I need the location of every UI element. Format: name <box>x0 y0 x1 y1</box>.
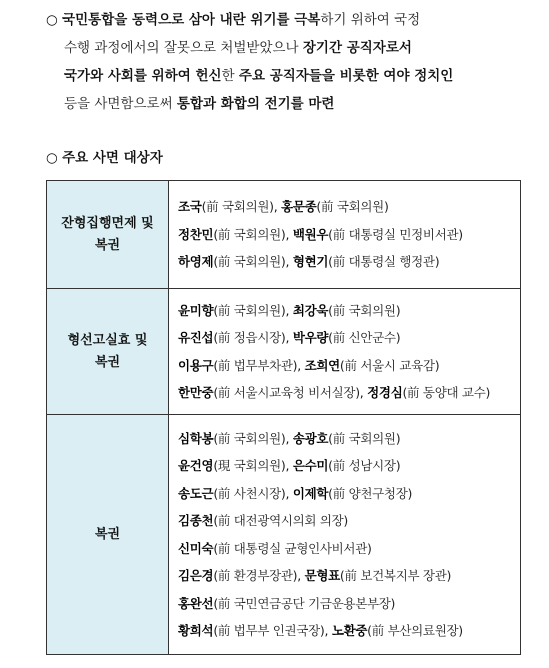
person-role: (前 대통령실 민정비서관) <box>328 226 463 242</box>
person-name: 문형표 <box>304 568 340 583</box>
name-line: 송도근(前 사천시장), 이제학(前 양천구청장) <box>178 485 413 501</box>
name-line: 조국(前 국회의원), 홍문종(前 국회의원) <box>178 199 389 215</box>
person-name: 김은경 <box>178 568 214 583</box>
table-row <box>47 181 521 289</box>
category-cell <box>47 181 169 289</box>
person-name: 정경심 <box>367 385 403 400</box>
person-role: (前 대통령실 행정관) <box>328 254 440 270</box>
name-line: 한만중(前 서울시교육청 비서실장), 정경심(前 동양대 교수) <box>178 385 491 400</box>
person-role: (前 법무부차관) <box>213 357 298 373</box>
person-role: (前 신안군수) <box>328 330 401 345</box>
section-heading <box>46 146 163 170</box>
person-name: 형현기 <box>292 254 329 270</box>
person-role: (前 부산의료원장) <box>367 623 463 638</box>
person-role: (前 국회의원) <box>316 199 389 215</box>
person-name: 백원우 <box>292 226 329 242</box>
person-role: (前 환경부장관) <box>213 568 298 583</box>
intro-paragraph <box>46 6 546 118</box>
name-line: 하영제(前 국회의원), 형현기(前 대통령실 행정관) <box>178 254 440 270</box>
intro-line <box>46 6 546 34</box>
name-line: 황희석(前 법무부 인권국장), 노환중(前 부산의료원장) <box>178 623 463 638</box>
person-name: 하영제 <box>178 254 214 270</box>
category-cell <box>47 415 169 655</box>
intro-text: 한 <box>221 68 239 84</box>
person-role: (前 국민연금공단 기금운용본부장) <box>213 595 396 611</box>
person-name: 조희연 <box>304 357 340 373</box>
category-label: 복권 <box>94 354 121 370</box>
intro-emphasis: 국가와 사회를 위하여 헌신 <box>64 68 222 84</box>
category-label: 복권 <box>94 526 121 542</box>
name-line: 심학봉(前 국회의원), 송광호(前 국회의원) <box>178 430 401 446</box>
person-role: (前 국회의원) <box>213 430 286 446</box>
name-line: 김은경(前 환경부장관), 문형표(前 보건복지부 장관) <box>178 568 452 583</box>
names-cell <box>169 181 521 289</box>
category-cell <box>47 289 169 415</box>
person-name: 윤미향 <box>178 302 214 318</box>
person-name: 박우량 <box>292 330 329 345</box>
person-name: 홍문종 <box>281 199 317 215</box>
person-role: (現 국회의원) <box>213 458 286 473</box>
person-role: (前 국회의원) <box>213 302 286 318</box>
intro-line <box>46 62 546 90</box>
person-name: 송광호 <box>292 430 329 446</box>
person-name: 이제학 <box>292 485 329 501</box>
name-line <box>178 535 520 563</box>
person-name: 최강욱 <box>292 302 329 318</box>
person-role: (前 국회의원) <box>328 302 401 318</box>
names-cell <box>169 415 521 655</box>
person-role: (前 서울시 교육감) <box>339 357 440 373</box>
person-name: 한만중 <box>178 385 214 400</box>
person-role: (前 정읍시장) <box>213 330 286 345</box>
intro-emphasis: 통합과 화합의 전기를 마련 <box>176 96 335 112</box>
person-name: 노환중 <box>331 623 368 638</box>
category-label: 잔형집행면제 및 <box>61 215 154 231</box>
table-row <box>47 289 521 415</box>
name-line: 유진섭(前 정읍시장), 박우량(前 신안군수) <box>178 330 401 345</box>
person-role: (前 성남시장) <box>328 458 401 473</box>
person-name: 정찬민 <box>178 226 214 242</box>
person-role: (前 양천구청장) <box>328 485 413 501</box>
person-name: 송도근 <box>178 485 214 501</box>
intro-line <box>46 34 546 62</box>
person-role: (前 보건복지부 장관) <box>339 568 452 583</box>
person-name: 은수미 <box>292 458 329 473</box>
name-line <box>178 507 520 535</box>
person-role: (前 국회의원) <box>213 226 286 242</box>
intro-emphasis: 주요 공직자들을 비롯한 여야 정치인 <box>238 68 454 84</box>
intro-text: 등을 사면함으로써 <box>64 96 177 112</box>
person-role: (前 동양대 교수) <box>402 385 491 400</box>
table-row <box>47 415 521 655</box>
category-label: 복권 <box>94 237 121 253</box>
person-name: 이용구 <box>178 357 214 373</box>
person-name: 유진섭 <box>178 330 214 345</box>
name-line: 이용구(前 법무부차관), 조희연(前 서울시 교육감) <box>178 357 440 373</box>
section-bullet: ○ <box>46 150 58 166</box>
intro-text: 수행 과정에서의 잘못으로 처벌받았으나 <box>64 40 303 56</box>
name-line: 윤건영(現 국회의원), 은수미(前 성남시장) <box>178 458 401 473</box>
intro-line <box>46 90 546 118</box>
person-role: (前 서울시교육청 비서실장) <box>213 385 360 400</box>
person-name: 김종천 <box>178 513 214 528</box>
person-role: (前 대통령실 균형인사비서관) <box>213 540 372 556</box>
intro-text: 하기 위하여 국정 <box>320 12 421 28</box>
person-name: 윤건영 <box>178 458 214 473</box>
intro-emphasis: 장기간 공직자로서 <box>302 40 412 56</box>
person-role: (前 국회의원) <box>213 254 286 270</box>
pardon-table <box>46 180 521 655</box>
person-role: (前 사천시장) <box>213 485 286 501</box>
intro-bullet: ○ <box>46 12 58 28</box>
intro-emphasis: 국민통합을 동력으로 삼아 내란 위기를 극복 <box>62 12 321 28</box>
names-cell <box>169 289 521 415</box>
name-line <box>178 590 520 618</box>
person-name: 황희석 <box>178 623 214 638</box>
person-name: 조국 <box>178 199 202 215</box>
person-role: (前 대전광역시의회 의장) <box>213 513 349 528</box>
name-line: 윤미향(前 국회의원), 최강욱(前 국회의원) <box>178 302 401 318</box>
person-role: (前 국회의원) <box>328 430 401 446</box>
person-name: 심학봉 <box>178 430 214 446</box>
name-line: 정찬민(前 국회의원), 백원우(前 대통령실 민정비서관) <box>178 226 463 242</box>
category-label: 형선고실효 및 <box>67 332 148 348</box>
section-title: 주요 사면 대상자 <box>62 150 163 166</box>
person-role: (前 국회의원) <box>201 199 274 215</box>
person-role: (前 법무부 인권국장) <box>213 623 325 638</box>
person-name: 신미숙 <box>178 540 214 556</box>
person-name: 홍완선 <box>178 595 214 611</box>
